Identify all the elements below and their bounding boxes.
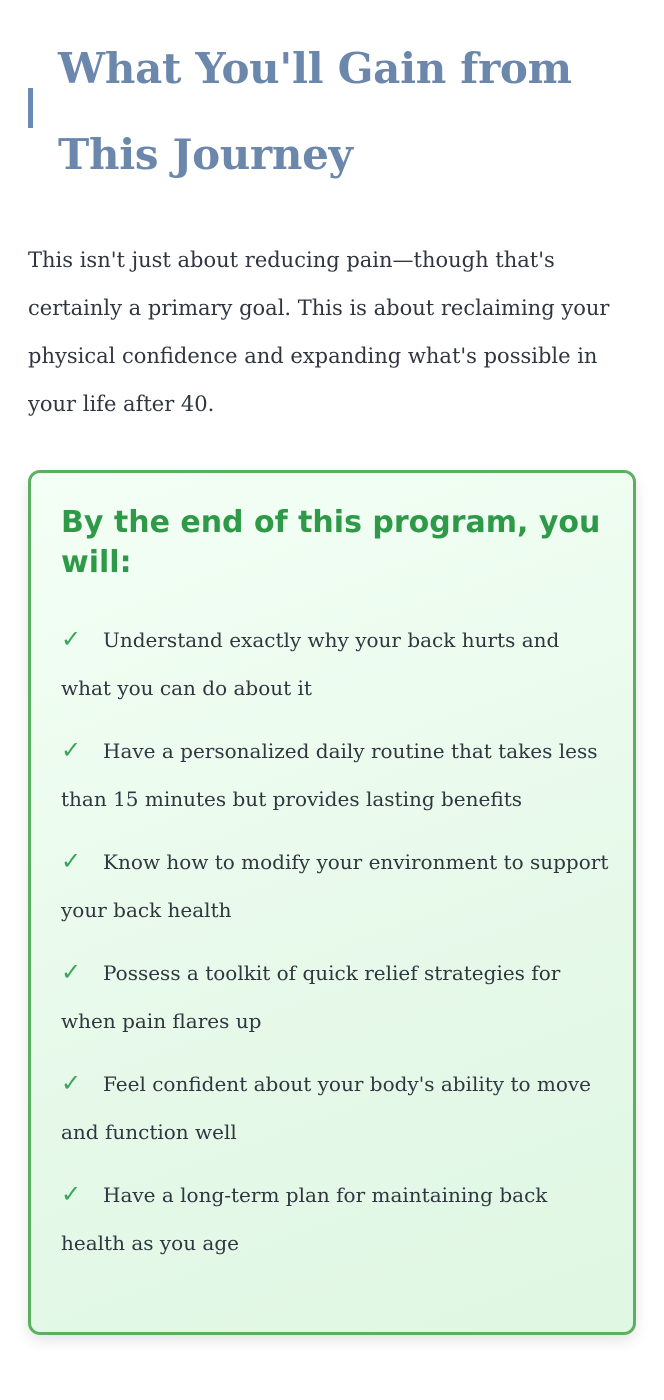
benefit-list	[61, 615, 609, 1281]
benefit-text: Know how to modify your environment to support your back health	[61, 850, 609, 922]
benefit-text: Possess a toolkit of quick relief strategies for when pain flares up	[61, 961, 561, 1033]
benefits-card-title: By the end of this program, you will:	[61, 505, 601, 580]
checkmark-icon: ✓	[61, 1180, 82, 1208]
benefit-text: Feel confident about your body's ability to move and function well	[61, 1072, 592, 1144]
benefit-item	[61, 1059, 609, 1156]
benefit-text: Have a personalized daily routine that takes less than 15 minutes but provides lasting benefits	[61, 739, 598, 811]
heading-accent-bar	[28, 88, 33, 128]
checkmark-icon: ✓	[61, 625, 82, 653]
benefit-item	[61, 948, 609, 1045]
checkmark-icon: ✓	[61, 847, 82, 875]
benefits-card	[28, 470, 636, 1335]
benefit-text: Understand exactly why your back hurts and what you can do about it	[61, 628, 560, 700]
intro-paragraph: This isn't just about reducing pain—though that's certainly a primary goal. This is about reclaiming your physical confidence and expanding what's possible in your life after 40.	[28, 248, 610, 416]
benefit-item	[61, 1170, 609, 1267]
section-heading: What You'll Gain from This Journey	[58, 44, 572, 179]
checkmark-icon: ✓	[61, 1069, 82, 1097]
benefit-item	[61, 615, 609, 712]
benefit-item	[61, 726, 609, 823]
checkmark-icon: ✓	[61, 958, 82, 986]
benefit-item	[61, 837, 609, 934]
heading-block	[28, 26, 638, 198]
checkmark-icon: ✓	[61, 736, 82, 764]
benefit-text: Have a long-term plan for maintaining back health as you age	[61, 1183, 548, 1255]
